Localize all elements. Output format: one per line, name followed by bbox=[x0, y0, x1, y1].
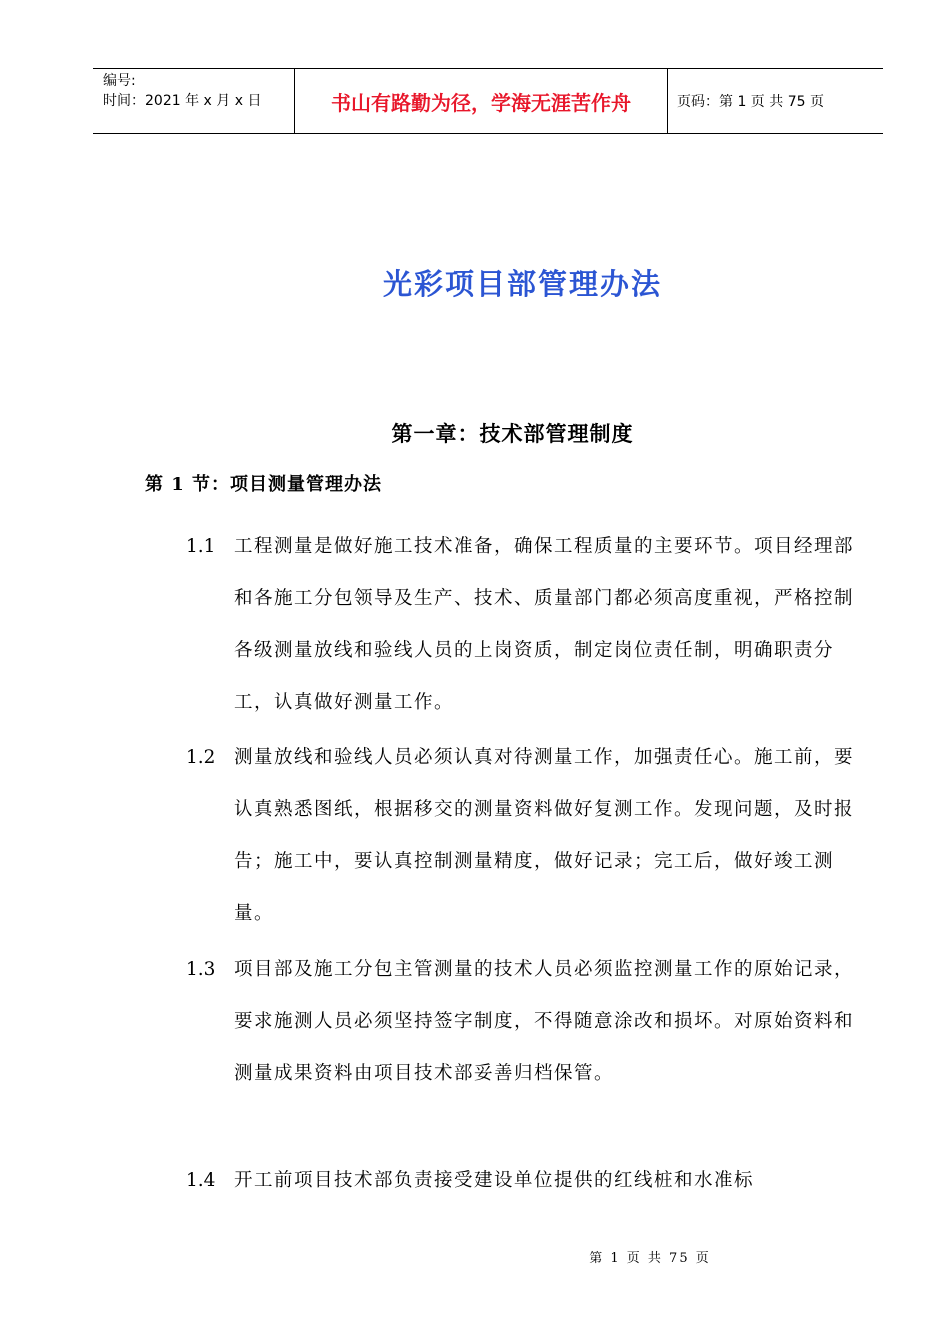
item-text: 项目部及施工分包主管测量的技术人员必须监控测量工作的原始记录，要求施测人员必须坚持签字制度，不得随意涂改和损坏。对原始资料和测量成果资料由项目技术部妥善归档保管。 bbox=[234, 959, 855, 1084]
time-label: 时间：2021 年 x 月 x 日 bbox=[103, 93, 262, 109]
item-text: 开工前项目技术部负责接受建设单位提供的红线桩和水准标 bbox=[234, 1170, 755, 1191]
chapter-heading: 第一章：技术部管理制度 bbox=[391, 421, 634, 446]
item-number: 1.1 bbox=[186, 536, 216, 557]
header-meta bbox=[103, 71, 293, 111]
list-item bbox=[186, 944, 866, 1100]
item-text: 测量放线和验线人员必须认真对待测量工作，加强责任心。施工前，要认真熟悉图纸，根据移交的测量资料做好复测工作。发现问题，及时报告；施工中，要认真控制测量精度，做好记录；完工后，做好竣工测量。 bbox=[234, 747, 855, 924]
document-title: 光彩项目部管理办法 bbox=[382, 267, 662, 301]
section-heading: 第 1 节：项目测量管理办法 bbox=[145, 474, 383, 495]
list-item bbox=[186, 732, 866, 940]
item-number: 1.2 bbox=[186, 747, 216, 768]
list-item bbox=[186, 521, 866, 729]
page-footer: 第 1 页 共 75 页 bbox=[589, 1251, 711, 1266]
header-page-info: 页码：第 1 页 共 75 页 bbox=[677, 94, 824, 110]
list-item bbox=[186, 1155, 866, 1207]
header-divider bbox=[667, 69, 668, 133]
item-number: 1.3 bbox=[186, 959, 216, 980]
page-header bbox=[93, 68, 883, 134]
item-number: 1.4 bbox=[186, 1170, 216, 1191]
header-motto: 书山有路勤为径，学海无涯苦作舟 bbox=[331, 90, 631, 115]
serial-label: 编号: bbox=[103, 73, 136, 89]
item-text: 工程测量是做好施工技术准备，确保工程质量的主要环节。项目经理部和各施工分包领导及生产、技术、质量部门都必须高度重视，严格控制各级测量放线和验线人员的上岗资质，制定岗位责任制，明确职责分工，认真做好测量工作。 bbox=[234, 536, 855, 713]
